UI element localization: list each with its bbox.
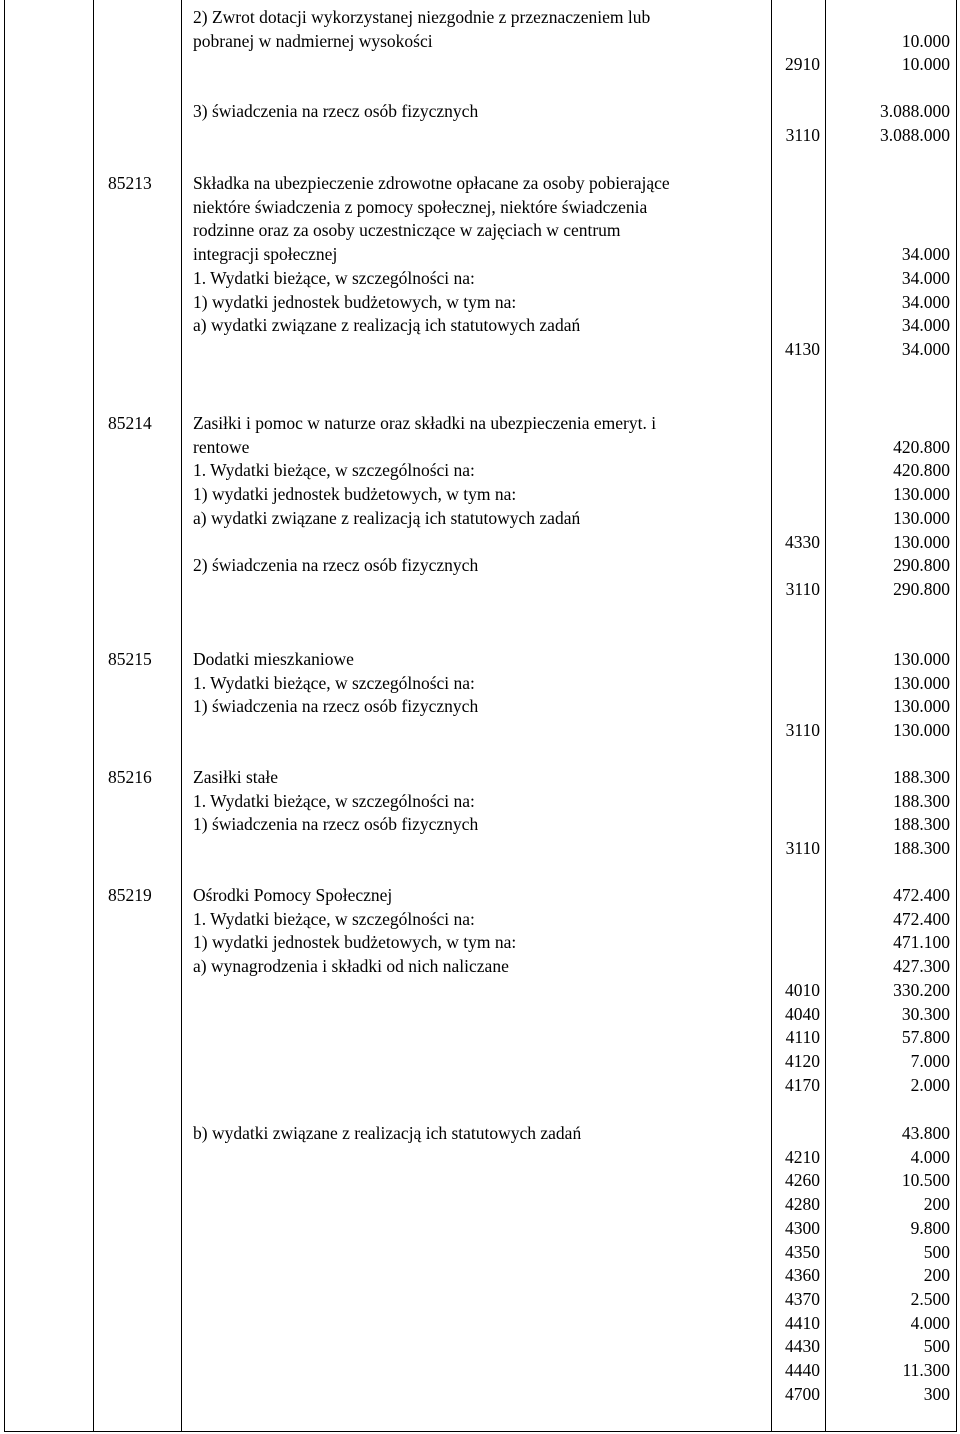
paragraph-code: 4440 [785,1360,820,1380]
description-line: 1) wydatki jednostek budżetowych, w tym na: [193,932,517,953]
amount-value: 34.000 [901,315,950,336]
amount-value: 10.000 [901,30,950,51]
description-line: integracji społecznej [193,244,338,265]
description-line: 2) Zwrot dotacji wykorzystanej niezgodnie z przeznaczeniem lub [193,7,651,27]
section-code: 85215 [108,649,152,669]
amount-value: 420.800 [893,460,950,481]
description-line: a) wydatki związane z realizacją ich statutowych zadań [193,315,581,336]
description-line: 1. Wydatki bieżące, w szczególności na: [193,790,475,811]
paragraph-code: 4360 [785,1265,820,1286]
amount-value: 471.100 [893,932,950,953]
amount-value: 330.200 [893,979,950,1000]
amount-value: 10.000 [901,54,950,75]
amount-value: 11.300 [902,1360,950,1380]
paragraph-code: 4370 [785,1288,820,1309]
amount-value: 290.800 [893,555,950,576]
amount-value: 2.000 [910,1074,950,1095]
description-line: Zasiłki i pomoc w naturze oraz składki na ubezpieczenia emeryt. i [193,413,657,433]
description-line: rentowe [193,436,250,457]
description-line: 3) świadczenia na rzecz osób fizycznych [193,101,479,121]
amount-value: 43.800 [901,1123,950,1143]
paragraph-code: 4040 [785,1003,820,1024]
paragraph-code: 3110 [785,720,820,741]
amount-value: 34.000 [901,291,950,312]
description-line: Ośrodki Pomocy Społecznej [193,885,393,905]
paragraph-code: 3110 [785,838,820,859]
column-divider-section [93,0,94,1432]
amount-value: 130.000 [893,507,950,528]
amount-value: 3.088.000 [880,124,950,145]
paragraph-code: 4700 [785,1383,820,1404]
paragraph-code: 4110 [785,1027,820,1048]
amount-value: 500 [923,1241,950,1262]
description-line: 1. Wydatki bieżące, w szczególności na: [193,267,475,288]
amount-value: 9.800 [910,1217,950,1238]
amount-value: 290.800 [893,578,950,599]
amount-value: 130.000 [893,484,950,505]
amount-value: 188.300 [893,767,950,787]
amount-value: 34.000 [901,267,950,288]
paragraph-code: 4010 [785,979,820,1000]
description-line: 1. Wydatki bieżące, w szczególności na: [193,908,475,929]
amount-value: 200 [923,1194,950,1215]
amount-value: 200 [923,1265,950,1286]
amount-value: 427.300 [893,956,950,977]
paragraph-code: 4130 [785,338,820,359]
paragraph-code: 4410 [785,1312,820,1333]
amount-value: 188.300 [893,790,950,811]
amount-value: 500 [923,1336,950,1357]
paragraph-code: 4330 [785,531,820,552]
amount-value: 34.000 [901,244,950,265]
description-line: 1) świadczenia na rzecz osób fizycznych [193,814,479,835]
amount-value: 4.000 [910,1146,950,1167]
amount-value: 57.800 [901,1027,950,1048]
description-line: pobranej w nadmiernej wysokości [193,30,433,51]
amount-value: 130.000 [893,672,950,693]
description-line: 1) wydatki jednostek budżetowych, w tym na: [193,484,517,505]
paragraph-code: 4280 [785,1194,820,1215]
amount-value: 10.500 [901,1170,950,1191]
description-line: 1) świadczenia na rzecz osób fizycznych [193,696,479,717]
amount-value: 4.000 [910,1312,950,1333]
paragraph-code: 4300 [785,1217,820,1238]
amount-value: 3.088.000 [880,101,950,121]
amount-value: 130.000 [893,720,950,741]
amount-value: 30.300 [901,1003,950,1024]
description-line: Składka na ubezpieczenie zdrowotne opłacane za osoby pobierające [193,173,670,193]
paragraph-code: 4260 [785,1170,820,1191]
amount-value: 7.000 [910,1050,950,1071]
section-code: 85219 [108,885,152,905]
paragraph-code: 4430 [785,1336,820,1357]
paragraph-code: 2910 [785,54,820,75]
amount-value: 2.500 [910,1288,950,1309]
section-code: 85213 [108,173,152,193]
paragraph-code: 4210 [785,1146,820,1167]
description-line: a) wynagrodzenia i składki od nich naliczane [193,956,509,977]
description-line: a) wydatki związane z realizacją ich statutowych zadań [193,507,581,528]
amount-value: 34.000 [901,338,950,359]
amount-value: 472.400 [893,885,950,905]
description-line: Zasiłki stałe [193,767,279,787]
description-line: 2) świadczenia na rzecz osób fizycznych [193,555,479,576]
description-line: 1. Wydatki bieżące, w szczególności na: [193,672,475,693]
column-divider-description [181,0,182,1432]
paragraph-code: 4170 [785,1074,820,1095]
paragraph-code: 4350 [785,1241,820,1262]
paragraph-code: 3110 [785,124,820,145]
amount-value: 472.400 [893,908,950,929]
amount-value: 420.800 [893,436,950,457]
paragraph-code: 4120 [785,1050,820,1071]
amount-value: 130.000 [893,696,950,717]
description-line: rodzinne oraz za osoby uczestniczące w zajęciach w centrum [193,220,621,241]
amount-value: 130.000 [893,531,950,552]
description-line: 1. Wydatki bieżące, w szczególności na: [193,460,475,481]
amount-value: 130.000 [893,649,950,669]
amount-value: 188.300 [893,814,950,835]
section-code: 85214 [108,413,152,433]
section-code: 85216 [108,767,152,787]
amount-value: 188.300 [893,838,950,859]
paragraph-code: 3110 [785,578,820,599]
description-line: Dodatki mieszkaniowe [193,649,354,669]
description-line: 1) wydatki jednostek budżetowych, w tym na: [193,291,517,312]
description-line: b) wydatki związane z realizacją ich statutowych zadań [193,1123,582,1143]
description-line: niektóre świadczenia z pomocy społecznej, niektóre świadczenia [193,196,648,217]
amount-value: 300 [923,1383,950,1404]
